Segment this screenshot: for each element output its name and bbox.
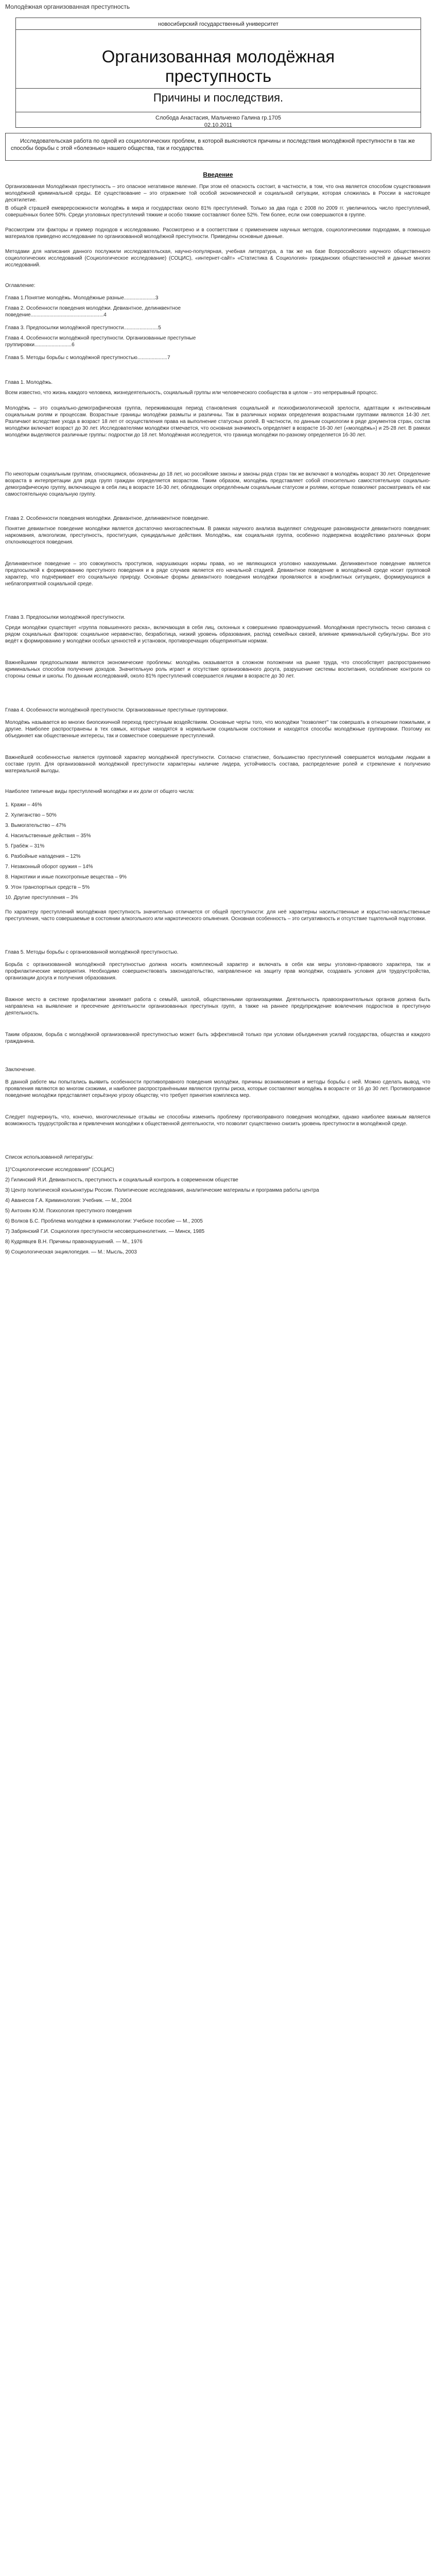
subtitle: Причины и последствия. (153, 91, 284, 104)
chapter-heading: Глава 4. Особенности молодёжной преступности. Организованные преступные группировки. (5, 707, 228, 713)
date-line: 02.10.2011 (204, 122, 233, 128)
toc-item[interactable]: Глава 5. Методы борьбы с молодёжной преступностью.....................7 (5, 355, 170, 361)
chapter-paragraph: Важнейшей особенностью является групповой характер молодёжной преступности. Согласно статистике, большинство преступлений совершается молодыми людьми в составе групп. Для организованной молодёжной преступности характерны наличие лидера, устойчивость состава, распределение ролей и стремление к получению материальной выгоды. (5, 755, 430, 774)
reference-item: 6) Волков Б.С. Проблема молодёжи в криминологии: Учебное пособие — М., 2005 (5, 1218, 203, 1224)
crime-list-item: 6. Разбойные нападения – 12% (5, 854, 81, 859)
chapter-heading: Глава 5. Методы борьбы с организованной молодёжной преступностью. (5, 950, 179, 955)
reference-item: 2) Гилинский Я.И. Девиантность, преступность и социальный контроль в современном обществе (5, 1177, 238, 1183)
intro-paragraph: Рассмотрим эти факторы и пример подходов к исследованию. Рассмотрено и в соответствии с применением научных методов, социологическими подходами, в помощью материалов приведено исследование по организованной молодёжной преступности. Приведены основные данные. (5, 227, 430, 240)
conclusion-paragraph: В данной работе мы попытались выявить особенности противоправного поведения молодёжи, причины возникновения и методы борьбы с ней. Можно сделать вывод, что проявления являются во многом схожими, и наиболее распространёнными являются группы риска, которые составляют молодёжь в возрасте от 16 до 30 лет. Противоправное поведение молодёжи представляет серьёзную угрозу обществу, что требует принятия комплекса мер. (5, 1079, 430, 1098)
chapter-paragraph: Таким образом, борьба с молодёжной организованной преступностью может быть эффективной только при условии объединения усилий государства, общества и каждого гражданина. (5, 1032, 430, 1044)
chapter-paragraph: Молодёжь называется во многих биопсихичной переход преступным воздействиям. Основные черты того, что молодёжи "позволяет" так совершать в отношении пожилыми, и другие. Наиболее распространены в тех самых, которые находятся в нормальном социальном состоянии и находятся способы молодёжные группировки. Поэтому их объединяет как общественные интересы, так и совместное совершение преступлений. (5, 720, 430, 739)
chapter-paragraph: Важнейшими предпосылками являются экономические проблемы: молодёжь оказывается в сложном положении на рынке труда, что способствует распространению криминальных способов получения доходов. Значительную роль играет и отсутствие организованного досуга, разрушение системы воспитания, ослабление контроля со стороны семьи и школы. По данным исследований, около 81% преступлений совершается лицами в возрасте до 30 лет. (5, 660, 430, 679)
reference-item: 9) Социологическая энциклопедия. — М.: Мысль, 2003 (5, 1249, 137, 1255)
chapter-paragraph: Наиболее типичные виды преступлений молодёжи и их доли от общего числа: (5, 789, 195, 794)
crime-list-item: 9. Угон транспортных средств – 5% (5, 885, 90, 890)
reference-item: 3) Центр политической конъюнктуры России. Политические исследования, аналитические материалы и программа работы центра (5, 1188, 319, 1193)
crime-list-item: 10. Другие преступления – 3% (5, 895, 78, 901)
university-name: новосибирский государственный университет (158, 21, 278, 27)
crime-list-item: 5. Грабёж – 31% (5, 843, 45, 849)
toc-item[interactable]: Глава 3. Предпосылки молодёжной преступности........................5 (5, 325, 161, 331)
chapter-paragraph: Всем известно, что жизнь каждого человека, жизнедеятельность, социальный группы или человеческого сообщества в целом – это непрерывный процесс. (5, 390, 378, 396)
chapter-paragraph: Делинквентное поведение – это совокупность проступков, нарушающих нормы права, но не являющихся уголовно наказуемыми. Делинквентное поведение является предпосылкой к формированию преступного поведения и в ряде случаев является его начальной стадией. Девиантное поведение в молодёжной среде носит групповой характер, что подчёркивает его социальную природу. Основные формы девиантного поведения молодёжи проявляются в конфликтных ситуациях, формирующихся в неблагоприятной социальной среде. (5, 561, 430, 587)
abstract-frame (5, 133, 431, 161)
references-label: Список использованной литературы: (5, 1155, 94, 1160)
chapter-paragraph: Понятие девиантное поведение молодёжи является достаточно многоаспектным. В рамках научного анализа выделяют следующие разновидности девиантного поведения: наркомания, алкоголизм, преступность, проституция, суицидальные действия. Молодёжь, как социальная группа, особенно подвержена воздействию различных форм отклоняющегося поведения. (5, 526, 430, 545)
conclusion-label: Заключение. (5, 1067, 36, 1073)
reference-item: 8) Кудрявцев В.Н. Причины правонарушений. — М., 1976 (5, 1239, 143, 1245)
reference-item: 7) Забрянский Г.И. Социология преступности несовершеннолетних. — Минск, 1985 (5, 1229, 205, 1234)
toc-item[interactable]: Глава 4. Особенности молодёжной преступности. Организованные преступные группировки..........................6 (5, 335, 196, 348)
chapter-paragraph: По характеру преступлений молодёжная преступность значительно отличается от общей преступности: для неё характерны насильственные и корыстно-насильственные преступления, часто совершаемые в состоянии алкогольного или наркотического опьянения. Основная особенность – это ситуативность и отсутствие тщательной подготовки. (5, 909, 430, 922)
main-title (16, 47, 421, 86)
middle-divider (16, 88, 421, 89)
intro-heading: Введение (203, 171, 233, 178)
abstract-text: Исследовательская работа по одной из социологических проблем, в которой выясняются причины и последствия молодёжной преступности в так же способы борьбы с этой «болезнью» нашего общества, так и государства. (11, 138, 415, 151)
top-divider (16, 29, 421, 30)
chapter-heading: Глава 3. Предпосылки молодёжной преступности. (5, 615, 126, 620)
document-tab-title: Молодёжная организованная преступность (5, 3, 130, 10)
crime-list-item: 4. Насильственные действия – 35% (5, 833, 91, 839)
toc-label: Оглавление: (5, 283, 36, 289)
reference-item: 4) Аванесов Г.А. Криминология: Учебник. — М., 2004 (5, 1198, 132, 1204)
intro-paragraph: В общей страшей емеврерсоюжности молодёжь в мира и государствах около 81% преступлений. Только за два года с 2008 по 2009 гг. увеличилось число преступлений, совершённых более 50%. Среди уголовных преступлений тяжкие и особо тяжкие составляют более 52%. Тем более, если они совершаются в группе. (5, 206, 430, 218)
chapter-paragraph: Молодёжь – это социально-демографическая группа, переживающая период становления социальной и психофизиологической зрелости, адаптации к интенсивным социальным ролям и процессам. Возрастные границы молодёжи размыты и различны. Так в различных нормах определения возрастными группами являются 14-30 лет. Различают вследствие ухода в возраст 18 лет от осуществления права на выполнение статусных ролей. В частности, по данным социологии в ряде документов стран, состав молодёжи включает возраст до 30 лет. Исследователями молодёжи отмечается, что основная значимость определяет в возрасте 16-30 лет («молодёжь») и 25-28 лет. В рамках молодёжи выделяются различные группы: подростки до 18 лет. Молодёжная исследуется, что граница молодёжи по-разному определяется 16-30 лет. (5, 405, 430, 438)
chapter-heading: Глава 2. Особенности поведения молодёжи. Девиантное, делинквентное поведение. (5, 516, 210, 521)
main-title-line-1: Организованная молодёжная (101, 47, 335, 66)
chapter-paragraph: Важное место в системе профилактики занимает работа с семьёй, школой, общественными организациями. Деятельность правоохранительных органов должна быть направлена на выявление и пресечение деятельности организованных преступных групп, а также на раннее предупреждение вовлечения подростков в преступную деятельность. (5, 997, 430, 1016)
title-page-frame (15, 18, 421, 128)
main-title-line-2: преступность (165, 66, 272, 86)
crime-list-item: 2. Хулиганство – 50% (5, 812, 57, 818)
toc-item[interactable]: Глава 1.Понятие молодёжь. Молодёжные разные......................3 (5, 295, 159, 301)
author-line: Слобода Анастасия, Мальченко Галина гр.1705 (155, 115, 281, 121)
reference-item: 1)"Социологические исследования" (СОЦИС) (5, 1167, 114, 1173)
crime-list-item: 3. Вымогательство – 47% (5, 823, 66, 828)
chapter-heading: Глава 1. Молодёжь. (5, 380, 53, 385)
chapter-paragraph: По некоторым социальным группам, относящимся, обозначены до 18 лет, но российские законы и законы ряда стран так же включают в молодёжь возраст 30 лет. Определение возраста в интерпретации для ряда групп граждан определяется возрастом. Таким образом, молодёжь представляет собой относительно самостоятельную социально-демографическую группу, включающую в себя лиц в возрасте 16-30 лет, обладающих определённым социальным статусом и ролями, которые позволяют рассматривать её как самостоятельную социальную группу. (5, 471, 430, 497)
intro-paragraph: Организованная Молодёжная преступность – это опасное негативное явление. При этом её опасность состоит, в частности, в том, что она является способом существования молодёжной криминальной среды. Её существование – это отражение той особой экономической и социальной ситуации, которая сложилась в России в настоящее десятилетие. (5, 184, 430, 203)
crime-list-item: 1. Кражи – 46% (5, 802, 42, 808)
reference-item: 5) Антонян Ю.М. Психология преступного поведения (5, 1208, 132, 1214)
chapter-paragraph: Борьба с организованной молодёжной преступностью должна носить комплексный характер и включать в себя как меры уголовно-правового характера, так и профилактические мероприятия. Необходимо совершенствовать законодательство, направленное на защиту прав молодёжи, создавать условия для трудоустройства, организации досуга и получения образования. (5, 962, 430, 981)
toc-item[interactable]: Глава 2. Особенности поведения молодёжи. Девиантное, делинквентное поведение...................................................4 (5, 306, 181, 318)
intro-paragraph: Методами для написания данного послужили исследовательская, научно-популярная, учебная литература, а так же на базе Всероссийского научного общественного социологических исследований (Социологическое исследование) (СОЦИС), «интернет-сайт» «Статистика & Социология» гражданских общественностей и данные многих исследований. (5, 249, 430, 268)
chapter-paragraph: Среди молодёжи существует «группа повышенного риска», включающая в себя лиц, склонных к совершению правонарушений. Молодёжная преступность тесно связана с рядом социальных факторов: социальное неравенство, безработица, низкий уровень образования, распад семейных связей, влияние криминальной субкультуры. Все это ведёт к формированию у молодёжи особых ценностей и установок, противоречащих общепринятым нормам. (5, 625, 430, 644)
conclusion-paragraph: Следует подчеркнуть, что, конечно, многочисленные отзывы не способны изменить проблему противоправного поведения молодёжи, однако наиболее важным является возможность трудоустройства и привлечения молодёжи к общественной деятельности, что позволит существенно снизить уровень преступности в молодёжной среде. (5, 1114, 430, 1127)
crime-list-item: 7. Незаконный оборот оружия – 14% (5, 864, 93, 870)
crime-list-item: 8. Наркотики и иные психотропные вещества – 9% (5, 874, 127, 880)
